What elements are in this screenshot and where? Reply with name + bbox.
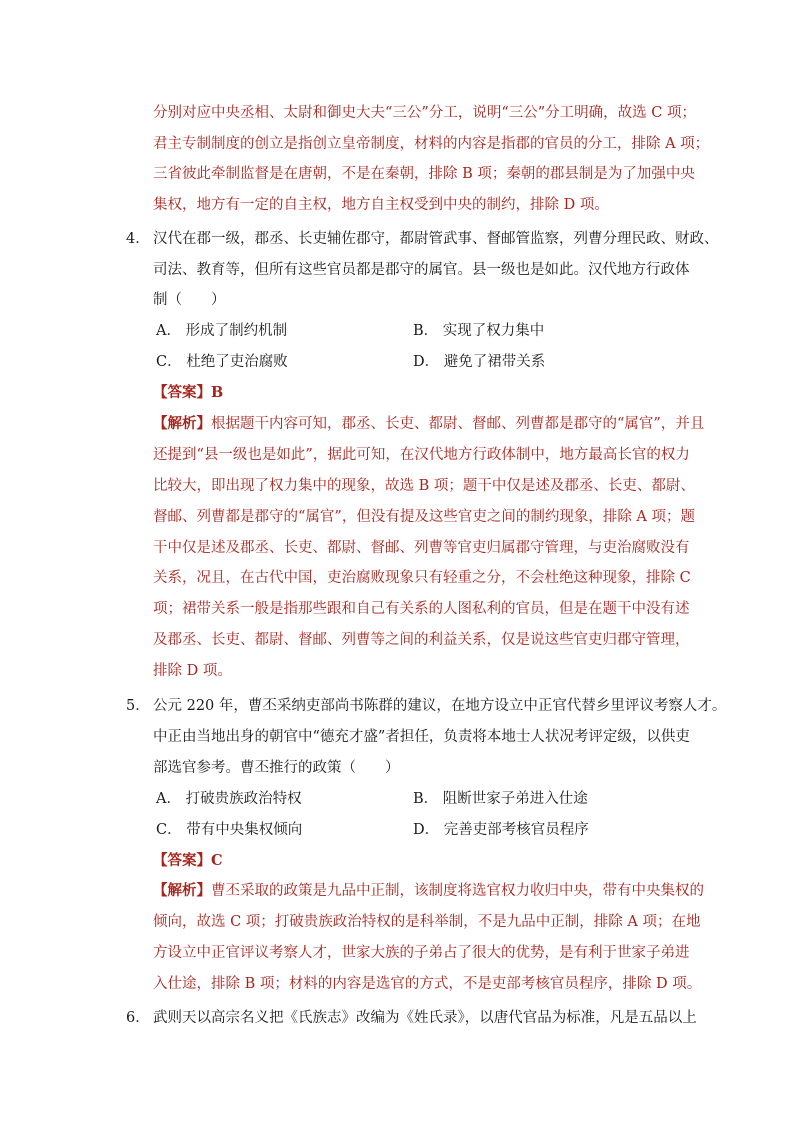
answer-label: 【答案】 bbox=[153, 852, 211, 869]
analysis-line: 还提到“县一级也是如此”，据此可知，在汉代地方行政体制中，地方最高长官的权力 bbox=[153, 447, 690, 463]
analysis-line: 集权，地方有一定的自主权，地方自主权受到中央的制约，排除 D 项。 bbox=[153, 197, 609, 213]
question-stem-line: 制（ ） bbox=[153, 292, 226, 308]
analysis-line: 入仕途，排除 B 项；材料的内容是选官的方式，不是吏部考核官员程序，排除 D 项。 bbox=[153, 976, 702, 992]
option-a: A． 形成了制约机制 bbox=[156, 323, 288, 339]
question-number: 5． bbox=[126, 698, 150, 714]
question-stem-line: 武则天以高宗名义把《氏族志》改编为《姓氏录》，以唐代官品为标准，凡是五品以上 bbox=[153, 1010, 697, 1026]
option-d: D． 避免了裙带关系 bbox=[413, 354, 546, 370]
answer-row bbox=[153, 383, 223, 403]
answer-value: B bbox=[211, 384, 224, 401]
option-b: B． 实现了权力集中 bbox=[413, 323, 545, 339]
question-stem-line: 司法、教育等，但所有这些官员都是郡守的属官。县一级也是如此。汉代地方行政体 bbox=[153, 262, 690, 278]
answer-row bbox=[153, 851, 223, 871]
question-stem-line: 中正由当地出身的朝官中“德充才盛”者担任，负责将本地士人状况考评定级，以供吏 bbox=[153, 729, 690, 745]
analysis-line: 分别对应中央丞相、太尉和御史大夫“三公”分工，说明“三公”分工明确，故选 C 项； bbox=[153, 105, 696, 121]
question-stem-line: 部选官参考。曹丕推行的政策（ ） bbox=[153, 760, 400, 776]
question-stem-line: 公元 220 年，曹丕采纳吏部尚书陈群的建议，在地方设立中正官代替乡里评议考察人才。 bbox=[153, 698, 727, 714]
answer-label: 【答案】 bbox=[153, 384, 211, 401]
option-a: A． 打破贵族政治特权 bbox=[156, 791, 302, 807]
question-stem-line: 汉代在郡一级，郡丞、长吏辅佐郡守，都尉管武事、督邮管监察，列曹分理民政、财政、 bbox=[153, 231, 719, 247]
analysis-line: 比较大，即出现了权力集中的现象，故选 B 项；题干中仅是述及郡丞、长吏、都尉、 bbox=[153, 478, 695, 494]
analysis-line: 关系，况且，在古代中国，吏治腐败现象只有轻重之分，不会杜绝这种现象，排除 C bbox=[153, 570, 691, 586]
analysis-line: 方设立中正官评议考察人才，世家大族的子弟占了很大的优势，是有利于世家子弟进 bbox=[153, 945, 690, 961]
analysis-line: 督邮、列曹都是郡守的“属官”，但没有提及这些官吏之间的制约现象，排除 A 项；题 bbox=[153, 509, 696, 525]
analysis-line: 项；裙带关系一般是指那些跟和自己有关系的人图私利的官员，但是在题干中没有述 bbox=[153, 601, 690, 617]
analysis-line: 三省彼此牵制监督是在唐朝，不是在秦朝，排除 B 项；秦朝的郡县制是为了加强中央 bbox=[153, 166, 695, 182]
analysis-line: 【解析】根据题干内容可知，郡丞、长吏、都尉、督邮、列曹都是郡守的“属官”，并且 bbox=[153, 415, 705, 432]
option-c: C． 杜绝了吏治腐败 bbox=[156, 354, 288, 370]
question-number: 6． bbox=[126, 1010, 150, 1026]
analysis-label: 【解析】 bbox=[153, 415, 211, 432]
answer-value: C bbox=[211, 852, 223, 869]
question-number: 4． bbox=[126, 231, 150, 247]
option-d: D． 完善吏部考核官员程序 bbox=[413, 822, 589, 838]
analysis-line: 排除 D 项。 bbox=[153, 663, 232, 679]
analysis-line: 君主专制制度的创立是指创立皇帝制度，材料的内容是指郡的官员的分工，排除 A 项； bbox=[153, 136, 710, 152]
option-b: B． 阻断世家子弟进入仕途 bbox=[413, 791, 588, 807]
analysis-label: 【解析】 bbox=[153, 882, 211, 899]
analysis-line: 干中仅是述及郡丞、长吏、都尉、督邮、列曹等官吏归属郡守管理，与吏治腐败没有 bbox=[153, 540, 690, 556]
analysis-line: 倾向，故选 C 项；打破贵族政治特权的是科举制，不是九品中正制，排除 A 项；在地 bbox=[153, 914, 701, 930]
analysis-line: 及郡丞、长吏、都尉、督邮、列曹等之间的利益关系，仅是说这些官吏归郡守管理， bbox=[153, 632, 690, 648]
option-c: C． 带有中央集权倾向 bbox=[156, 822, 303, 838]
analysis-line: 【解析】曹丕采取的政策是九品中正制，该制度将选官权力收归中央，带有中央集权的 bbox=[153, 882, 704, 899]
